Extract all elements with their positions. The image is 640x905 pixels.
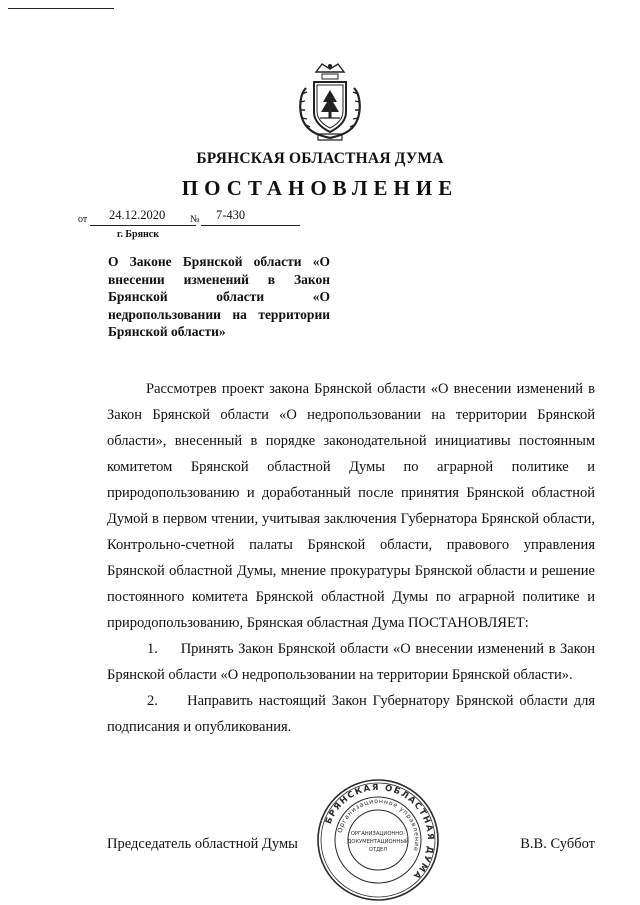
preamble-paragraph: Рассмотрев проект закона Брянской области «О внесении изменений в Закон Брянской области «О недропользовании на территории Брянской области», внесенный в порядке законодательной инициативы постоянным комитетом Брянской областной Думы по аграрной политике и природопользованию и доработанный после принятия Брянской областной Думой в первом чтении, учитывая заключения Губернатора Брянской области, Контрольно-счетной палаты Брянской области, правового управления Брянской областной Думы, мнение прокуратуры Брянской области и решение постоянного комитета Брянской областной Думы по аграрной политике и природопользованию, Брянская областная Дума ПОСТАНОВЛЯЕТ: [107,381,595,631]
document-number: 7-430 [216,208,246,222]
coat-of-arms-emblem [292,60,368,144]
document-body [107,376,595,740]
document-meta [78,205,338,241]
number-underline [201,225,300,226]
document-type-title: ПОСТАНОВЛЕНИЕ [181,176,459,200]
top-left-rule [8,8,114,9]
official-stamp [316,778,440,902]
stamp-center-line: ДОКУМЕНТАЦИОННЫЙ [347,839,409,845]
document-subject: О Законе Брянской области «О внесении изменений в Закон Брянской области «О недропользовании на территории Брянской области» [108,254,330,340]
resolution-item: 1. Принять Закон Брянской области «О внесении изменений в Закон Брянской области «О недропользовании на территории Брянской области». [107,641,595,683]
issue-city: г. Брянск [117,229,159,240]
issuing-body-title: БРЯНСКАЯ ОБЛАСТНАЯ ДУМА [196,150,444,167]
number-label: № [190,214,200,225]
date-underline [90,225,196,226]
signatory-position: Председатель областной Думы [107,836,298,852]
date-label: от [78,214,88,225]
stamp-center-line: ОРГАНИЗАЦИОННО- [350,831,406,837]
resolution-item: 2. Направить настоящий Закон Губернатору Брянской области для подписания и опубликования. [107,693,595,735]
signatory-name: В.В. Суббот [520,836,595,852]
document-date: 24.12.2020 [109,208,166,222]
svg-text:Организационное управление: Организационное управление [336,797,421,853]
stamp-center-line: ОТДЕЛ [368,847,388,853]
svg-text:БРЯНСКАЯ ОБЛАСТНАЯ ДУМА: БРЯНСКАЯ ОБЛАСТНАЯ ДУМА [323,782,436,882]
